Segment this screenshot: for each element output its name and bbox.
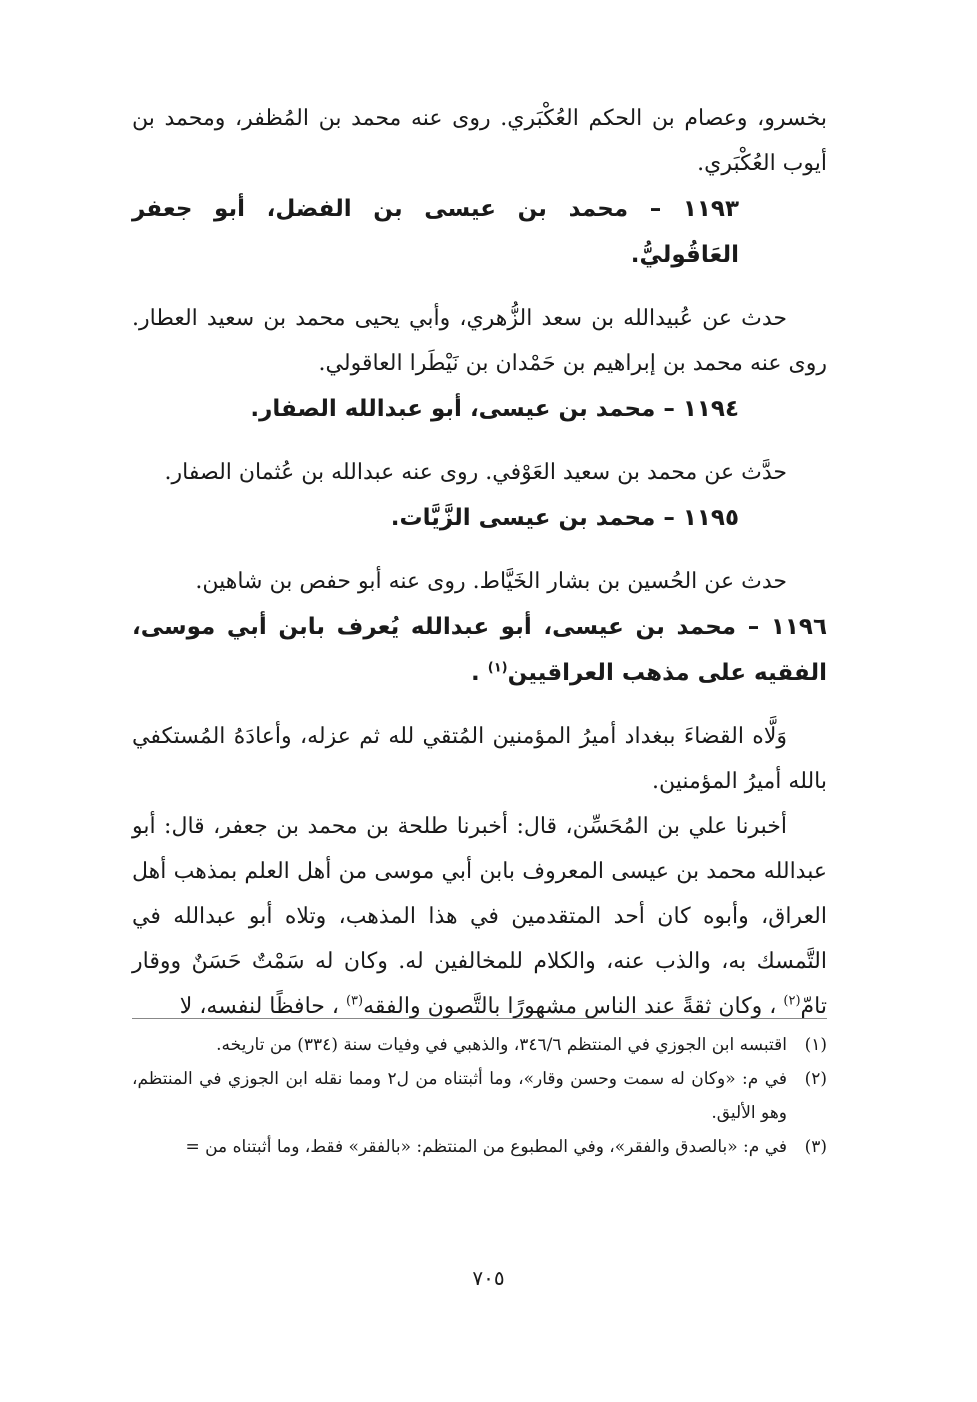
footnote-ref-3: (٣) <box>345 993 364 1009</box>
entry-1196-heading-text: ١١٩٦ – محمد بن عيسى، أبو عبدالله يُعرف بابن أبي موسى، الفقيه على مذهب العراقيين <box>132 614 827 686</box>
footnote-1 <box>132 1028 827 1062</box>
footnote-text: في م: «وكان له سمت وحسن وقار»، وما أثبتناه من ل٢ ومما نقله ابن الجوزي في المنتظم، وهو الأليق. <box>132 1069 787 1123</box>
footnotes <box>132 1028 827 1164</box>
entry-1196-text-2b: ، وكان ثقةً عند الناس مشهورًا بالتَّصون والفقه <box>363 994 784 1019</box>
footnote-text: في م: «بالصدق والفقر»، وفي المطبوع من المنتظم: «بالفقر» فقط، وما أثبتناه من = <box>185 1137 787 1157</box>
entry-1193-heading: ١١٩٣ – محمد بن عيسى بن الفضل، أبو جعفر العَاقُوليُّ. <box>132 196 739 268</box>
footnote-number: (٣) <box>804 1137 827 1157</box>
footnote-number: (٢) <box>804 1069 827 1089</box>
page-number: ٧٠٥ <box>472 1266 505 1290</box>
entry-1196-heading <box>132 604 827 696</box>
entry-1196-heading-end: . <box>471 660 488 686</box>
entry-1193-text: حدث عن عُبيدالله بن سعد الزُّهري، وأبي يحيى محمد بن سعيد العطار. روى عنه محمد بن إبراهيم بن حَمْدان بن نَيْطَرا العاقولي. <box>132 306 827 376</box>
entry-1194-text: حدَّث عن محمد بن سعيد العَوْفي. روى عنه عبدالله بن عُثمان الصفار. <box>164 460 787 485</box>
footnote-ref-1: (١) <box>487 660 508 676</box>
footnote-3 <box>132 1130 827 1164</box>
entry-1195-text: حدث عن الحُسين بن بشار الخَيَّاط. روى عنه أبو حفص بن شاهين. <box>195 569 787 594</box>
continuation-paragraph: بخسرو، وعصام بن الحكم العُكْبَري. روى عنه محمد بن المُظفر، ومحمد بن أيوب العُكْبَري. <box>132 106 827 176</box>
footnote-2 <box>132 1062 827 1130</box>
footnote-text: اقتبسه ابن الجوزي في المنتظم ٣٤٦/٦، والذهبي في وفيات سنة (٣٣٤) من تاريخه. <box>216 1035 787 1055</box>
entry-1194-heading: ١١٩٤ – محمد بن عيسى، أبو عبدالله الصفار. <box>250 396 739 422</box>
entry-1196-text-2a: أخبرنا علي بن المُحَسِّن، قال: أخبرنا طلحة بن محمد بن جعفر، قال: أبو عبدالله محمد بن عيسى المعروف بابن أبي موسى من أهل العلم بمذهب أهل العراق، وأبوه كان أحد المتقدمين في هذا المذهب، وتلاه أبو عبدالله في التَّمسك به، والذب عنه، والكلام للمخالفين له. وكان له سَمْتٌ حَسَنٌ ووقار تامّ <box>132 814 827 1019</box>
main-text <box>132 96 827 1029</box>
footnote-divider <box>132 1018 827 1019</box>
entry-1196-text-2 <box>132 804 827 1029</box>
footnote-number: (١) <box>804 1035 827 1055</box>
footnote-ref-2: (٢) <box>783 993 801 1009</box>
entry-1196-text-1: وَلَّاه القضاءَ ببغداد أميرُ المؤمنين المُتقي لله ثم عزله، وأعادَهُ المُستكفي بالله أميرُ المؤمنين. <box>132 724 827 794</box>
entry-1196-text-2c: ، حافظًا لنفسه، لا <box>179 994 346 1019</box>
entry-1195-heading: ١١٩٥ – محمد بن عيسى الزَّيَّات. <box>390 505 739 531</box>
